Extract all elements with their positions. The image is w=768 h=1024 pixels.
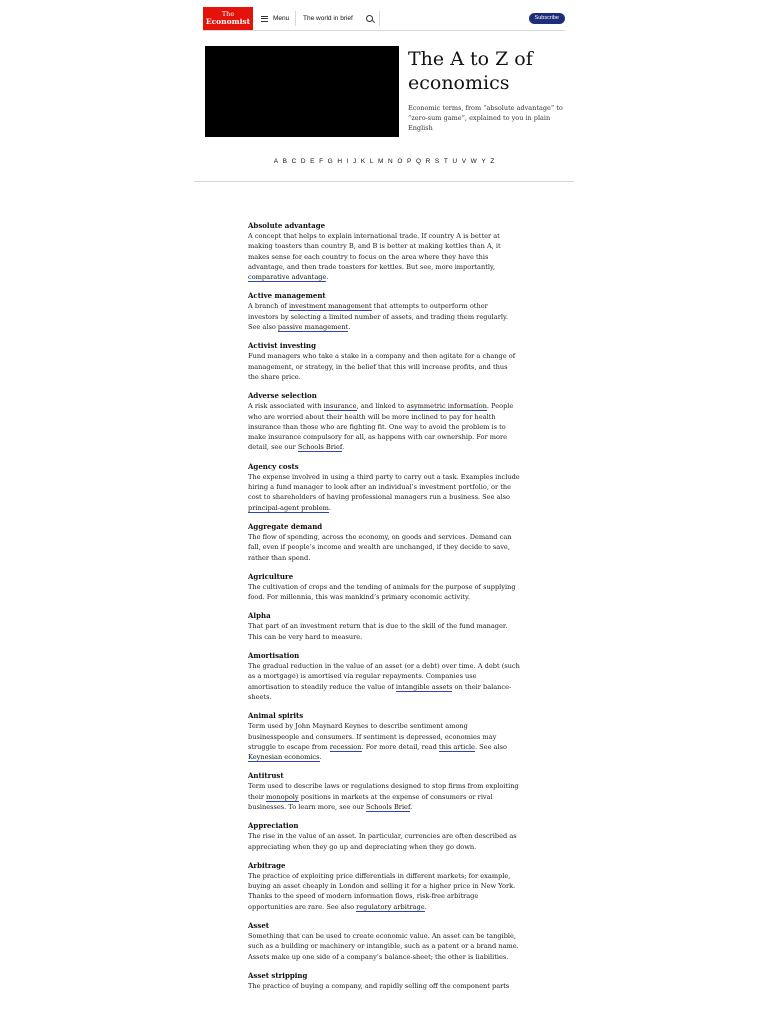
alphabet-letter[interactable]: I <box>346 158 349 165</box>
header-divider <box>295 11 296 26</box>
entry-link[interactable]: passive management <box>277 323 349 332</box>
entry-text: . <box>328 503 332 512</box>
entry-text: Fund managers who take a stake in a company and then agitate for a change of management, or strategy, in the belief that this will increase profits, and thus the share price. <box>248 352 516 381</box>
alphabet-letter[interactable]: M <box>378 158 384 165</box>
menu-button[interactable] <box>261 7 289 30</box>
entry-link[interactable]: principal-agent problem <box>248 503 329 512</box>
page-title: The A to Z of economics <box>408 48 533 94</box>
glossary-entry <box>248 572 520 603</box>
entry-text: The rise in the value of an asset. In particular, currencies are often described as appreciating when they go up and depreciating when they go down. <box>248 832 517 851</box>
entry-definition <box>248 532 520 563</box>
alphabet-letter[interactable]: O <box>397 158 403 165</box>
entry-definition <box>248 721 520 762</box>
entry-definition <box>248 781 520 812</box>
alphabet-letter[interactable]: K <box>360 158 366 165</box>
entry-definition <box>248 871 520 912</box>
entry-link[interactable]: intangible assets <box>395 682 453 691</box>
alphabet-letter[interactable]: J <box>353 158 357 165</box>
glossary-entry <box>248 971 520 991</box>
entry-text: positions in markets at the expense of consumers or rival businesses. To learn more, see our <box>248 792 493 811</box>
entry-text: Term used to describe laws or regulations designed to stop firms from exploiting their <box>248 782 519 801</box>
glossary-entry <box>248 522 520 563</box>
alphabet-letter[interactable]: H <box>337 158 343 165</box>
entry-link[interactable]: regulatory arbitrage <box>356 902 425 911</box>
alphabet-letter[interactable]: Z <box>490 158 495 165</box>
entry-link[interactable]: investment management <box>288 302 372 311</box>
entry-term: Agriculture <box>248 571 294 581</box>
entry-link[interactable]: comparative advantage <box>248 273 327 282</box>
entry-text: The practice of buying a company, and rapidly selling off the component parts <box>248 981 510 990</box>
entry-text: . <box>319 753 322 762</box>
entry-text: . For more detail, read <box>361 742 439 751</box>
alphabet-letter[interactable]: P <box>407 158 412 165</box>
glossary-entry <box>248 221 520 282</box>
entry-definition <box>248 931 520 962</box>
glossary-entry <box>248 291 520 332</box>
entry-text: The gradual reduction in the value of an asset (or a debt) over time. A debt (such as a mortgage) is amortised via regular repayments. Companies use amortisation to steadily reduce the value of <box>248 662 520 691</box>
entry-text: . See also <box>474 742 507 751</box>
alphabet-letter[interactable]: R <box>425 158 431 165</box>
entry-text: That part of an investment return that is due to the skill of the fund manager. This can be very hard to measure. <box>248 622 508 641</box>
entry-term: Absolute advantage <box>248 221 326 230</box>
alphabet-letter[interactable]: V <box>461 158 467 165</box>
entry-text: The practice of exploiting price differentials in different markets; for example, buying an asset cheaply in London and selling it for a higher price in New York. Thanks to the speed of modern information flows, risk-free arbitrage opportunities are rare. See also <box>248 871 516 911</box>
entry-link[interactable]: Keynesian economics <box>248 753 320 762</box>
entry-text: The cultivation of crops and the tending of animals for the purpose of supplying food. For millennia, this was mankind’s primary economic activity. <box>248 582 516 602</box>
entry-term: Antitrust <box>248 771 284 781</box>
entry-term: Agency costs <box>248 461 299 471</box>
entry-text: The flow of spending, across the economy, on goods and services. Demand can fall, even if people’s income and wealth are unchanged, if they decide to save, rather than spend. <box>248 532 512 562</box>
header-divider <box>379 11 380 26</box>
hamburger-icon <box>261 16 268 22</box>
glossary-entry <box>248 651 520 702</box>
entry-text: Term used by John Maynard Keynes to describe sentiment among businesspeople and consumers. If sentiment is depressed, economies may struggle to escape from <box>248 722 497 751</box>
entry-definition <box>248 231 520 282</box>
logo-line1: The <box>221 10 235 18</box>
glossary-entry <box>248 711 520 762</box>
entry-link[interactable]: monopoly <box>266 792 299 801</box>
subscribe-button[interactable]: Subscribe <box>529 13 565 24</box>
entry-definition <box>248 582 520 603</box>
entry-link[interactable]: recession <box>329 742 362 751</box>
glossary-list <box>248 221 520 1000</box>
entry-term: Aggregate demand <box>248 521 323 531</box>
entry-term: Active management <box>248 291 326 301</box>
entry-text: Something that can be used to create economic value. An asset can be tangible, such as a building or machinery or intangible, such as a patent or a brand name. Assets make up one side of a company’s balance-sheet; the other is liabilities. <box>248 932 519 961</box>
entry-definition <box>248 621 520 642</box>
alphabet-letter[interactable]: L <box>369 158 374 165</box>
entry-text: . <box>410 802 413 811</box>
alphabet-letter[interactable]: F <box>319 158 324 165</box>
entry-link[interactable]: Schools Brief <box>365 802 411 811</box>
hero-video[interactable] <box>205 46 399 137</box>
entry-term: Appreciation <box>248 821 299 831</box>
entry-term: Animal spirits <box>248 711 304 721</box>
entry-text: , and linked to <box>356 402 407 411</box>
entry-text: on their balance-sheets. <box>248 682 512 701</box>
entry-text: . <box>348 323 351 332</box>
glossary-entry <box>248 462 520 513</box>
section-divider <box>194 181 574 182</box>
alphabet-letter[interactable]: W <box>470 158 477 165</box>
alphabet-letter[interactable]: U <box>452 158 458 165</box>
alphabet-letter[interactable]: C <box>291 158 297 165</box>
alphabet-letter[interactable]: B <box>282 158 287 165</box>
entry-text: A branch of <box>248 302 289 311</box>
entry-definition <box>248 301 520 332</box>
entry-link[interactable]: asymmetric information <box>406 402 487 411</box>
glossary-entry <box>248 391 520 452</box>
alphabet-letter[interactable]: Y <box>481 158 486 165</box>
entry-definition <box>248 472 520 513</box>
alphabet-letter[interactable]: T <box>443 158 448 165</box>
glossary-entry <box>248 821 520 852</box>
alphabet-letter[interactable]: S <box>434 158 440 165</box>
menu-label: Menu <box>273 15 290 22</box>
entry-text: . <box>326 273 329 282</box>
glossary-entry <box>248 861 520 912</box>
glossary-entry <box>248 771 520 812</box>
entry-text: . <box>424 902 427 911</box>
entry-text: The expense involved in using a third party to carry out a task. Examples include hiring a fund manager to look after an individual’s investment portfolio, or the cost to shareholders of having professional managers run a business. See also <box>248 472 520 502</box>
entry-text: A risk associated with <box>248 402 324 411</box>
economist-logo[interactable] <box>203 7 253 30</box>
entry-link[interactable]: this article <box>438 742 475 751</box>
entry-definition <box>248 661 520 702</box>
alphabet-letter[interactable]: G <box>327 158 333 165</box>
entry-text: A concept that helps to explain international trade. If country A is better at making toasters than country B, and B is better at making kettles than A, it makes sense for each country to focus on the area where they have this advantage, and then trade toasters for kettles. But see, more importantly, <box>248 232 501 271</box>
entry-text: that attempts to outperform other investors by selecting a limited number of assets, and trading them regularly. See also <box>248 302 508 332</box>
entry-term: Amortisation <box>248 651 300 661</box>
page-subtitle: Economic terms, from “absolute advantage” to “zero-sum game”, explained to you in plain English <box>408 104 563 132</box>
entry-term: Asset stripping <box>248 970 308 980</box>
alphabet-letter[interactable]: Q <box>415 158 421 165</box>
entry-text: . <box>342 443 345 452</box>
alphabet-letter[interactable]: A <box>273 158 279 165</box>
entry-term: Arbitrage <box>248 860 286 870</box>
glossary-entry <box>248 921 520 962</box>
entry-definition <box>248 981 520 991</box>
entry-term: Adverse selection <box>248 391 317 401</box>
entry-term: Activist investing <box>248 341 317 351</box>
world-in-brief-link[interactable]: The world in brief <box>303 15 353 22</box>
glossary-entry <box>248 611 520 642</box>
entry-term: Alpha <box>248 611 271 621</box>
alphabet-nav <box>0 158 768 165</box>
logo-line2: Economist <box>205 17 251 26</box>
site-header <box>203 7 565 31</box>
alphabet-letter[interactable]: E <box>310 158 315 165</box>
alphabet-letter[interactable]: D <box>300 158 306 165</box>
entry-definition <box>248 831 520 852</box>
alphabet-letter[interactable]: N <box>388 158 393 165</box>
entry-text: . People who are worried about their health will be more inclined to pay for health insurance than those who are fighting fit. One way to avoid the problem is to make insurance compulsory for all, as happens with car ownership. For more detail, see our <box>248 402 514 452</box>
entry-link[interactable]: insurance <box>323 402 357 411</box>
glossary-entry <box>248 341 520 382</box>
entry-link[interactable]: Schools Brief <box>297 443 343 452</box>
search-icon[interactable] <box>366 15 373 22</box>
entry-term: Asset <box>248 921 269 931</box>
entry-definition <box>248 351 520 382</box>
entry-definition <box>248 401 520 452</box>
